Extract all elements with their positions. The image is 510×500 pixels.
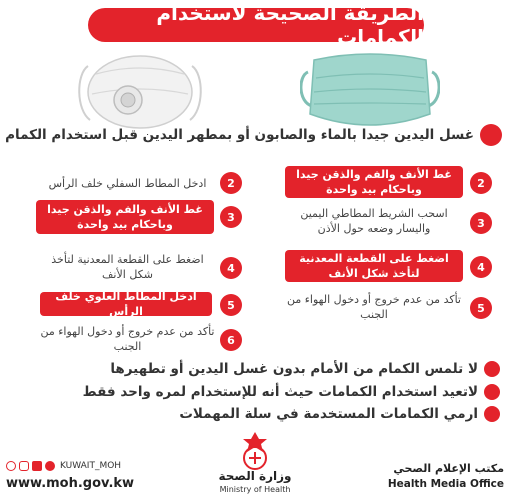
moh-emblem-icon [235, 430, 275, 472]
surgical-step-text: غط الأنف والفم والذقن جيدا وباحكام بيد واحدة [285, 166, 463, 198]
n95-step-text: اضغط على القطعة المعدنية لتأخذ شكل الأنف [51, 253, 204, 281]
wash-hands-instruction: غسل اليدين جيدا بالماء والصابون أو بمطهر اليدين قبل استخدام الكمام [5, 127, 474, 143]
surgical-step-badge: 3 [470, 212, 492, 234]
n95-step-text: ادخل المطاط العلوي خلف الرأس [40, 292, 212, 316]
n95-step-text: ادخل المطاط السفلي خلف الرأس [48, 177, 207, 190]
instagram-icon[interactable] [19, 461, 29, 471]
n95-step-text: تأكد من عدم خروج أو دخول الهواء من الجنب [40, 325, 215, 353]
surgical-mask-icon [300, 44, 440, 134]
bullet-dot [484, 384, 500, 400]
social-links [6, 459, 206, 473]
n95-step-badge: 5 [220, 294, 242, 316]
bullet-note: ارمي الكمامات المستخدمة في سلة المهملات [179, 406, 478, 422]
bullet-dot [484, 361, 500, 377]
twitter-icon[interactable] [45, 461, 55, 471]
n95-step-badge: 4 [220, 257, 242, 279]
surgical-step-text: اسحب الشريط المطاطي اليمين واليسار وضعه حول الأذن [300, 207, 448, 235]
n95-mask-icon [70, 44, 210, 134]
office-name-en: Health Media Office [387, 478, 504, 490]
bullet-note: لا تلمس الكمام من الأمام بدون غسل اليدين أو تطهيرها [110, 361, 478, 377]
n95-step-badge: 2 [220, 172, 242, 194]
office-name-ar: مكتب الإعلام الصحي [393, 462, 504, 475]
page-title: الطريقة الصحيحة لاستخدام الكمامات [88, 8, 424, 42]
ministry-name-ar: وزارة الصحة [218, 469, 292, 483]
surgical-step-badge: 4 [470, 256, 492, 278]
facebook-icon[interactable] [32, 461, 42, 471]
social-handle: KUWAIT_MOH [60, 461, 122, 471]
snapchat-icon[interactable] [6, 461, 16, 471]
bullet-note: لاتعيد استخدام الكمامات حيث أنه للإستخدام لمره واحد فقط [82, 384, 478, 400]
surgical-step-text: تأكد من عدم خروج أو دخول الهواء من الجنب [287, 293, 461, 321]
n95-step-badge: 6 [220, 329, 242, 351]
surgical-step-text: اضغط على القطعة المعدنية لتأخذ شكل الأنف [285, 250, 463, 282]
n95-step-text: غط الأنف والفم والذقن جيدا وباحكام بيد واحدة [36, 200, 214, 234]
website-link[interactable]: www.moh.gov.kw [6, 476, 135, 491]
surgical-step-badge: 2 [470, 172, 492, 194]
surgical-step-badge: 5 [470, 297, 492, 319]
wash-step-badge [480, 124, 502, 146]
bullet-dot [484, 406, 500, 422]
ministry-name-en: Ministry of Health [219, 485, 291, 494]
n95-step-badge: 3 [220, 206, 242, 228]
